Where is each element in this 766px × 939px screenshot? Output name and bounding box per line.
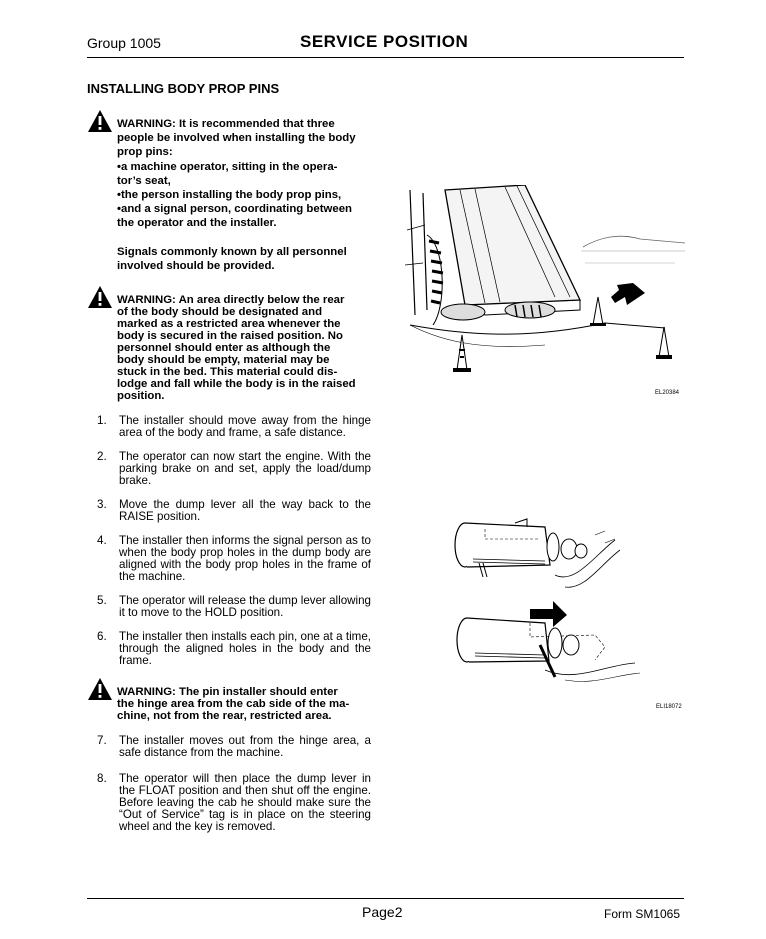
- warning-line: position.: [117, 390, 165, 402]
- step-number: 8.: [97, 772, 107, 785]
- section-heading: INSTALLING BODY PROP PINS: [87, 81, 280, 96]
- warning-line: chine, not from the rear, restricted area.: [117, 710, 332, 722]
- step-text: Move the dump lever all the way back to the RAISE position.: [119, 498, 371, 523]
- warning-line: prop pins:: [117, 146, 173, 159]
- warning-note-line: Signals commonly known by all personnel: [117, 245, 347, 258]
- step-number: 2.: [97, 450, 107, 463]
- warning-line: •the person installing the body prop pins,: [117, 189, 342, 202]
- page-number: Page2: [362, 904, 403, 920]
- warning-line: •a machine operator, sitting in the opera-: [117, 160, 338, 173]
- warning-line: •and a signal person, coordinating between: [117, 203, 352, 216]
- header-divider: [87, 57, 684, 58]
- warning-note-line: involved should be provided.: [117, 259, 275, 272]
- form-number: Form SM1065: [604, 907, 681, 921]
- step-number: 7.: [97, 734, 107, 747]
- warning-line: the operator and the installer.: [117, 217, 277, 230]
- footer-divider: [87, 898, 684, 899]
- warning-line: WARNING: An area directly below the rear: [117, 294, 345, 306]
- warning-line: lodge and fall while the body is in the raised: [117, 378, 356, 390]
- warning-triangle-icon: [87, 109, 113, 133]
- step-number: 1.: [97, 414, 107, 427]
- warning-line: the hinge area from the cab side of the ma-: [117, 698, 350, 710]
- warning-line: body should be empty, material may be: [117, 354, 330, 366]
- warning-line: body is secured in the raised position. No: [117, 330, 343, 342]
- page-title: SERVICE POSITION: [300, 32, 469, 51]
- step-text: The operator will release the dump lever allowing it to move to the HOLD position.: [119, 594, 371, 619]
- warning-line: stuck in the bed. This material could dis-: [117, 366, 338, 378]
- warning-text-2: [117, 294, 372, 402]
- warning-triangle-icon: [87, 677, 113, 701]
- warning-triangle-icon: [87, 285, 113, 309]
- step-number: 5.: [97, 594, 107, 607]
- raised-body-illustration: [405, 185, 685, 385]
- warning-line: people be involved when installing the body: [117, 132, 356, 145]
- warning-line: personnel should enter as although the: [117, 342, 331, 354]
- warning-line: marked as a restricted area whenever the: [117, 318, 341, 330]
- step-text: The operator will then place the dump lever in the FLOAT position and then shut off the engine. Before leaving the cab he should make sure the “Out of Service” tag is in place on the steering wheel and the key is removed.: [119, 772, 371, 833]
- figure-label-2: ELI18072: [656, 704, 682, 710]
- prop-pin-illustration: [445, 515, 645, 690]
- step-number: 3.: [97, 498, 107, 511]
- step-text: The installer moves out from the hinge area, a safe distance from the machine.: [119, 734, 371, 759]
- header-group: Group 1005: [87, 35, 161, 51]
- warning-text-3: [117, 686, 372, 722]
- step-text: The installer then installs each pin, one at a time, through the aligned holes in the body and the frame.: [119, 630, 371, 667]
- warning-line: of the body should be designated and: [117, 306, 323, 318]
- warning-line: WARNING: It is recommended that three: [117, 118, 335, 130]
- step-number: 6.: [97, 630, 107, 643]
- warning-text-1: [117, 117, 372, 273]
- step-text: The installer should move away from the hinge area of the body and frame, a safe distance.: [119, 414, 371, 439]
- step-number: 4.: [97, 534, 107, 547]
- step-text: The installer then informs the signal person as to when the body prop holes in the dump body are aligned with the body prop holes in the frame of the machine.: [119, 534, 371, 583]
- step-text: The operator can now start the engine. With the parking brake on and set, apply the load/dump brake.: [119, 450, 371, 487]
- warning-line: tor’s seat,: [117, 174, 171, 187]
- warning-line: WARNING: The pin installer should enter: [117, 686, 338, 698]
- figure-label-1: EL20384: [655, 390, 680, 396]
